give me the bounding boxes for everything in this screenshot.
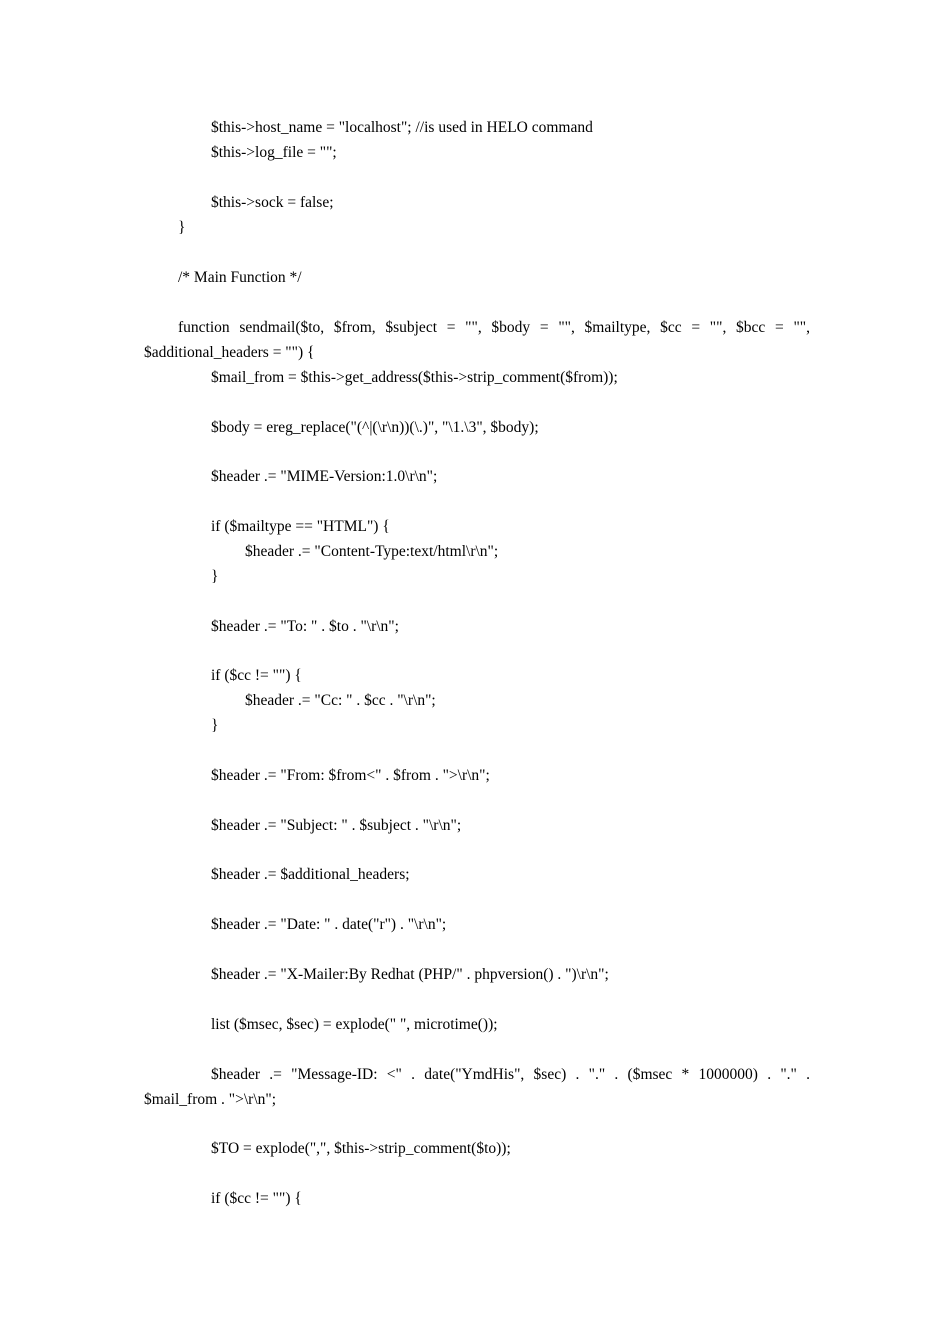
function-signature-continued: $additional_headers = "") { [144,344,315,361]
code-line: $header .= "Subject: " . $subject . "\r\n"; [211,817,462,834]
code-line: $header .= "Message-ID: <" . date("YmdHis", $sec) . "." . ($msec * 1000000) . "." . [211,1066,810,1083]
code-line: } [178,219,186,236]
code-line: $header .= "X-Mailer:By Redhat (PHP/" . phpversion() . ")\r\n"; [211,966,609,983]
code-line: } [211,568,219,585]
code-line: $header .= "Date: " . date("r") . "\r\n"; [211,916,447,933]
code-line: $header .= $additional_headers; [211,866,410,883]
code-line: $mail_from . ">\r\n"; [144,1091,277,1108]
code-line: if ($cc != "") { [211,667,302,684]
function-signature: function sendmail($to, $from, $subject = "", $body = "", $mailtype, $cc = "", $bcc = "", [178,319,810,336]
code-comment: /* Main Function */ [178,269,302,286]
code-line: list ($msec, $sec) = explode(" ", microtime()); [211,1016,498,1033]
code-line: if ($mailtype == "HTML") { [211,518,390,535]
code-line: $TO = explode(",", $this->strip_comment($to)); [211,1140,511,1157]
code-line: $header .= "Content-Type:text/html\r\n"; [245,543,499,560]
code-line: $header .= "From: $from<" . $from . ">\r\n"; [211,767,490,784]
code-line: if ($cc != "") { [211,1190,302,1207]
code-line: $mail_from = $this->get_address($this->strip_comment($from)); [211,369,618,386]
code-line: $header .= "To: " . $to . "\r\n"; [211,618,399,635]
code-line: $this->host_name = "localhost"; //is used in HELO command [211,119,593,136]
code-line: $this->sock = false; [211,194,334,211]
code-line: } [211,717,219,734]
code-line: $header .= "Cc: " . $cc . "\r\n"; [245,692,436,709]
code-line: $body = ereg_replace("(^|(\r\n))(\.)", "\1.\3", $body); [211,419,539,436]
code-line: $header .= "MIME-Version:1.0\r\n"; [211,468,438,485]
code-line: $this->log_file = ""; [211,144,337,161]
